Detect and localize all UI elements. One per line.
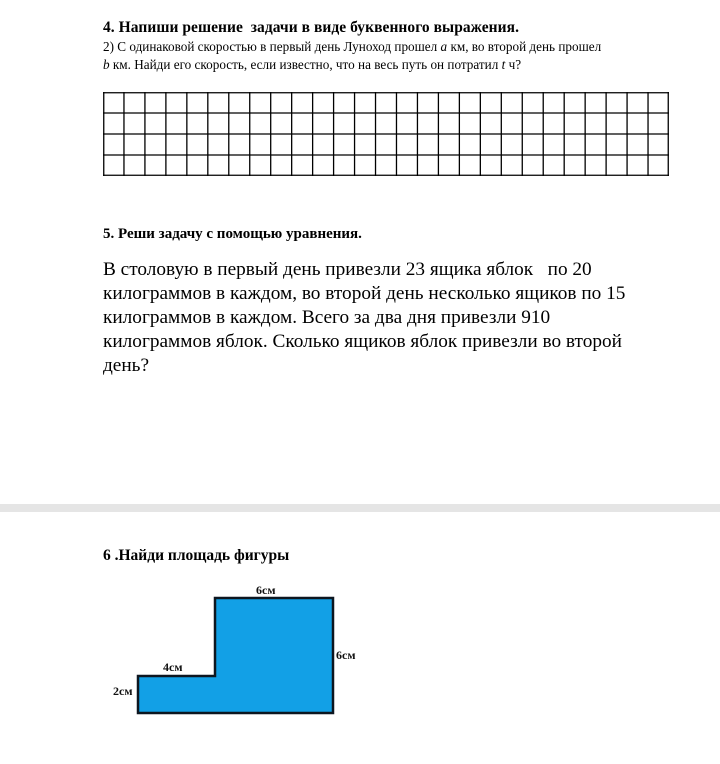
- task4-text-1: 2) С одинаковой скоростью в первый день Луноход прошел: [103, 39, 441, 54]
- task5-problem: [103, 258, 663, 378]
- task4-text-2: км, во второй день прошел: [447, 39, 602, 54]
- task5-line: килограммов яблок. Сколько ящиков яблок привезли во второй: [103, 331, 622, 352]
- task5-line: килограммов в каждом. Всего за два дня привезли 910: [103, 307, 551, 328]
- task5-line: день?: [103, 355, 150, 376]
- task4-text-4: ч?: [505, 57, 522, 72]
- task6-heading: 6 .Найди площадь фигуры: [103, 547, 290, 564]
- task5-heading: 5. Реши задачу с помощью уравнения.: [103, 226, 362, 242]
- label-top: 6см: [256, 583, 276, 597]
- answer-grid[interactable]: [103, 92, 669, 176]
- variable-t: t: [501, 57, 506, 72]
- variable-b: b: [103, 57, 110, 72]
- label-left: 2см: [113, 684, 133, 698]
- task4-problem: [103, 38, 683, 74]
- page-separator: [0, 504, 720, 512]
- label-step-top: 4см: [163, 660, 183, 674]
- variable-a: a: [440, 39, 448, 54]
- task4-heading: 4. Напиши решение задачи в виде буквенного выражения.: [103, 19, 520, 36]
- task5-line: килограммов в каждом, во второй день несколько ящиков по 15: [103, 283, 626, 304]
- task4-text-3: км. Найди его скорость, если известно, что на весь путь он потратил: [109, 57, 502, 72]
- l-shape-polygon: [138, 598, 333, 713]
- label-right: 6см: [336, 648, 356, 662]
- area-figure: [100, 575, 380, 725]
- task5-line: В столовую в первый день привезли 23 ящика яблок по 20: [103, 259, 592, 280]
